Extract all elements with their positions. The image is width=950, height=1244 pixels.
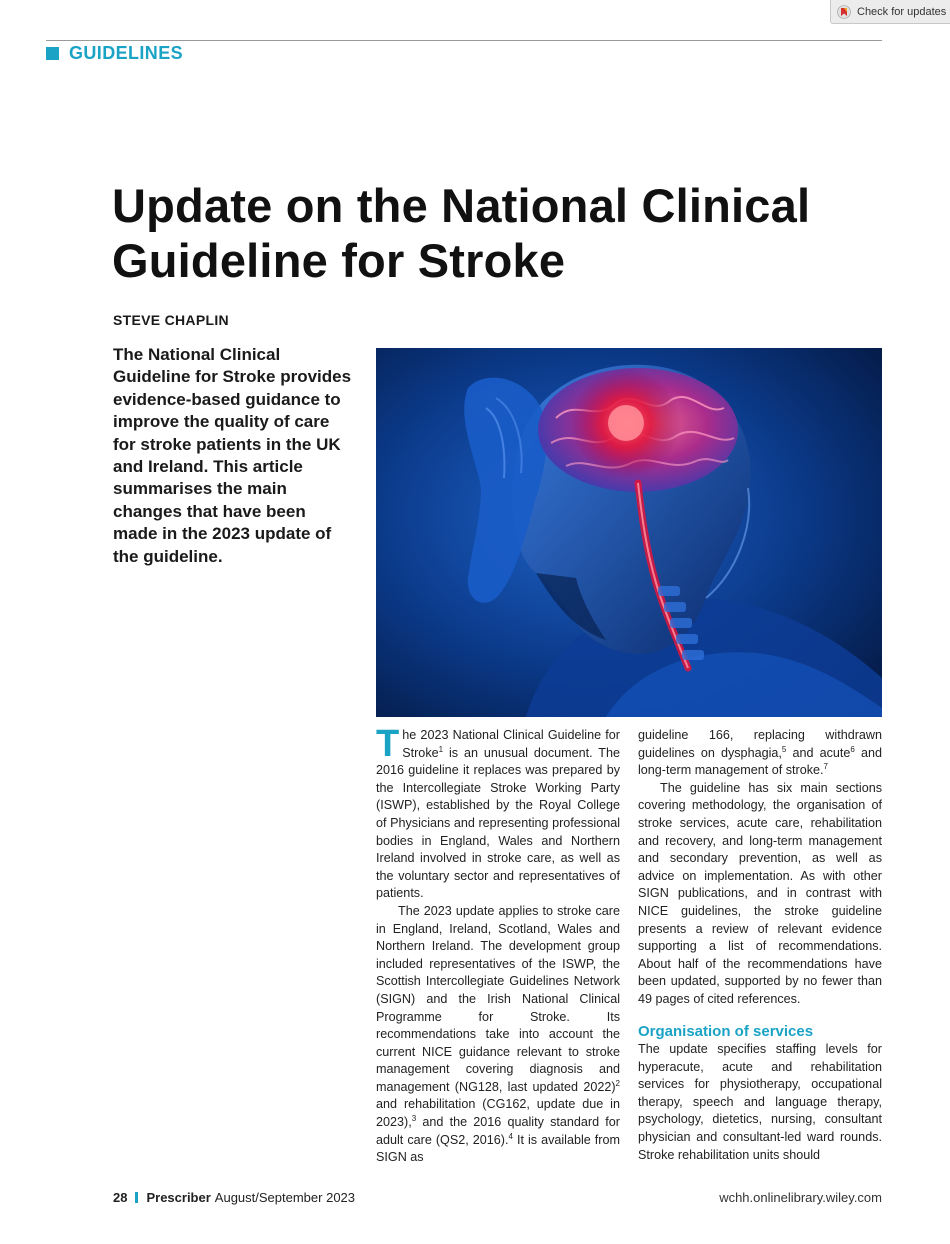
body-paragraph: The update specifies staffing levels for hyperacute, acute and rehabilitation services for physiotherapy, occupational therapy, speech and language therapy, psychology, dietetics, nursing, consultant physician and consultant-led ward rounds. Stroke rehabilitation units should bbox=[638, 1042, 882, 1162]
article-title: Update on the National Clinical Guideline for Stroke bbox=[112, 179, 811, 287]
drop-cap: T bbox=[376, 723, 400, 765]
footer-bar-icon bbox=[135, 1192, 138, 1203]
section-label bbox=[46, 43, 183, 64]
journal-name: Prescriber bbox=[146, 1190, 211, 1205]
body-paragraph: guideline 166, replacing withdrawn guidelines on dysphagia,$^5$ and acute$^6$ and long-term management of stroke.$^7$ bbox=[638, 728, 882, 778]
section-heading: Organisation of services bbox=[638, 1022, 814, 1040]
section-square-icon bbox=[46, 47, 59, 60]
stroke-brain-illustration bbox=[376, 348, 882, 717]
section-label-text: GUIDELINES bbox=[69, 43, 184, 63]
page-number: 28 bbox=[113, 1190, 128, 1205]
journal-url[interactable]: wchh.onlinelibrary.wiley.com bbox=[719, 1190, 882, 1205]
article-abstract: The National Clinical Guideline for Stroke provides evidence-based guidance to improve the quality of care for stroke patients in the UK and Ireland. This article summarises the main changes that have been made in the 2023 update of the guideline. bbox=[113, 345, 352, 566]
footer-left bbox=[113, 1190, 355, 1205]
body-paragraph: The 2023 National Clinical Guideline for Stroke$^1$ is an unusual document. The 2016 guideline it replaces was prepared by the Intercollegiate Stroke Working Party (ISWP), established by the Royal College of Physicians and representing professional bodies in England, Wales and Northern Ireland involved in stroke care, as well as the voluntary sector and representatives of patients. bbox=[376, 723, 620, 901]
body-column-1 bbox=[376, 723, 620, 1167]
check-for-updates-button[interactable] bbox=[830, 0, 950, 24]
body-paragraph: The 2023 update applies to stroke care in England, Ireland, Scotland, Wales and Northern Ireland. The development group included representatives of the ISWP, the Scottish Intercollegiate Guidelines Network (SIGN) and the Irish National Clinical Programme for Stroke. Its recommendations take into account the current NICE guidance relevant to stroke management covering diagnosis and management (NG128, last updated 2022)$^2$ and rehabilitation (CG162, update due in 2023),$^3$ and the 2016 quality standard for adult care (QS2, 2016).$^4$ It is available from SIGN as bbox=[376, 903, 620, 1165]
author-name: STEVE CHAPLIN bbox=[113, 312, 229, 328]
body-paragraph: The guideline has six main sections covering methodology, the organisation of stroke services, acute care, rehabilitation and recovery, and long-term management and secondary prevention, as well as advice on implementation. As with other SIGN publications, and in contrast with NICE guidelines, the stroke guideline presents a review of relevant evidence supporting a list of recommendations. About half of the recommendations have been updated, supported by no fewer than 49 pages of cited references. bbox=[638, 780, 882, 1006]
issue-date: August/September 2023 bbox=[214, 1190, 356, 1205]
body-column-2 bbox=[638, 727, 882, 1164]
check-for-updates-icon bbox=[837, 5, 851, 19]
header-rule bbox=[46, 40, 882, 41]
hero-image bbox=[376, 348, 882, 717]
check-for-updates-label: Check for updates bbox=[857, 5, 947, 18]
